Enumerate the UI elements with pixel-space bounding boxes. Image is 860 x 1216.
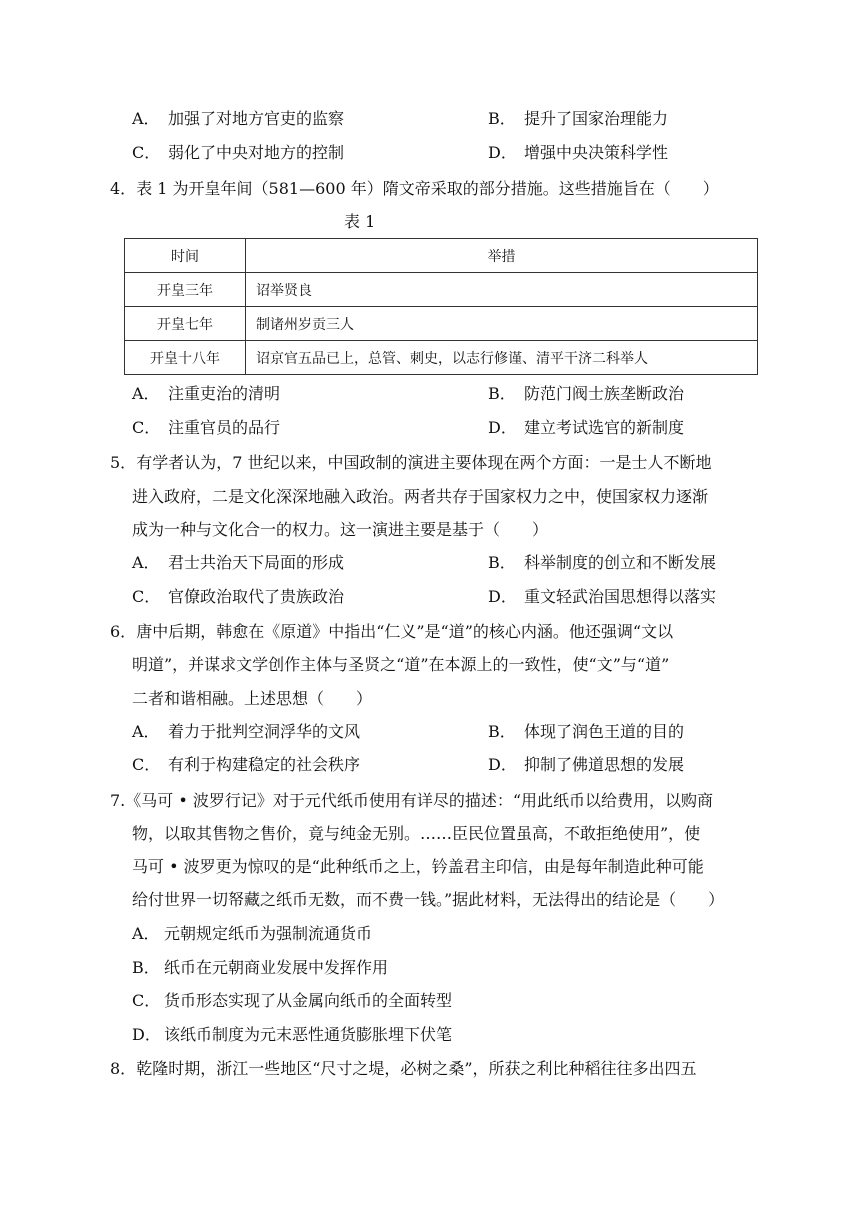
q5-option-c[interactable]: C． 官僚政治取代了贵族政治 (132, 587, 345, 606)
q7-stem-line-4: 给付世界一切帑藏之纸币无数，而不费一钱。”据此材料，无法得出的结论是（ ） (132, 890, 725, 909)
q5-option-d[interactable]: D． 重文轻武治国思想得以落实 (488, 587, 717, 606)
q7-option-c[interactable]: C． 货币形态实现了从金属向纸币的全面转型 (132, 991, 453, 1010)
q4-options-row-1 (132, 382, 772, 406)
q5-number: 5． (110, 453, 137, 472)
q5-options-row-2 (132, 585, 772, 609)
q3-option-a[interactable]: A． 加强了对地方官吏的监察 (132, 109, 345, 128)
q8-stem-line-1: 8．乾隆时期，浙江一些地区“尺寸之堤，必树之桑”，所获之利比种稻往往多出四五 (110, 1059, 697, 1078)
q4-option-a[interactable]: A． 注重吏治的清明 (132, 384, 281, 403)
q5-options-row-1 (132, 551, 772, 575)
q7-option-row-a (132, 922, 772, 946)
table-header-measure: 举措 (246, 239, 758, 273)
table-row (125, 307, 758, 341)
q8-number: 8． (110, 1059, 137, 1078)
q6-option-b[interactable]: B． 体现了润色王道的目的 (488, 722, 685, 741)
q4-option-d[interactable]: D． 建立考试选官的新制度 (488, 418, 685, 437)
q3-option-c[interactable]: C． 弱化了中央对地方的控制 (132, 143, 345, 162)
q3-option-b[interactable]: B． 提升了国家治理能力 (488, 109, 669, 128)
q6-options-row-1 (132, 720, 772, 744)
q6-options-row-2 (132, 753, 772, 777)
q5-stem-line-3: 成为一种与文化合一的权力。这一演进主要是基于（ ） (132, 520, 549, 539)
measures-table (124, 238, 758, 375)
q4-options-row-2 (132, 416, 772, 440)
q5-stem-line-1: 5．有学者认为，7 世纪以来，中国政制的演进主要体现在两个方面：一是士人不断地 (110, 453, 712, 472)
q3-options-row-1 (132, 107, 772, 131)
q7-option-row-c (132, 989, 772, 1013)
q3-options-row-2 (132, 141, 772, 165)
table-cell-time: 开皇十八年 (125, 341, 246, 375)
table-cell-measure: 诏京官五品已上，总管、刺史，以志行修谨、清平干济二科举人 (246, 341, 758, 375)
q7-option-d[interactable]: D． 该纸币制度为元末恶性通货膨胀埋下伏笔 (132, 1025, 453, 1044)
table-row (125, 273, 758, 307)
q7-stem-line-1: 7.《马可 • 波罗行记》对于元代纸币使用有详尽的描述：“用此纸币以给费用，以购商 (110, 791, 714, 810)
q7-option-row-d (132, 1023, 772, 1047)
q6-option-a[interactable]: A． 着力于批判空洞浮华的文风 (132, 722, 361, 741)
table-header-time: 时间 (125, 239, 246, 273)
q4-option-b[interactable]: B． 防范门阀士族垄断政治 (488, 384, 685, 403)
q4-stem-text: 表 1 为开皇年间（581—600 年）隋文帝采取的部分措施。这些措施旨在（ ） (136, 179, 719, 198)
table-cell-time: 开皇七年 (125, 307, 246, 341)
q6-stem-line-1: 6．唐中后期，韩愈在《原道》中指出“仁义”是“道”的核心内涵。他还强调“文以 (110, 622, 674, 641)
q5-option-a[interactable]: A． 君士共治天下局面的形成 (132, 553, 345, 572)
q6-stem-line-2: 明道”，并谋求文学创作主体与圣贤之“道”在本源上的一致性，使“文”与“道” (132, 655, 670, 674)
q7-stem-line-2: 物，以取其售物之售价，竟与纯金无别。……臣民位置虽高，不敢拒绝使用”，使 (132, 824, 701, 843)
q6-option-c[interactable]: C． 有利于构建稳定的社会秩序 (132, 755, 361, 774)
q4-option-c[interactable]: C． 注重官员的品行 (132, 418, 281, 437)
q7-option-row-b (132, 956, 772, 980)
table-cell-measure: 制诸州岁贡三人 (246, 307, 758, 341)
q5-stem-line-2: 进入政府，二是文化深深地融入政治。两者共存于国家权力之中，使国家权力逐渐 (132, 487, 709, 506)
q6-stem-line-3: 二者和谐相融。上述思想（ ） (132, 689, 373, 708)
q5-option-b[interactable]: B． 科举制度的创立和不断发展 (488, 553, 717, 572)
q4-number: 4． (110, 179, 137, 198)
q7-option-b[interactable]: B． 纸币在元朝商业发展中发挥作用 (132, 958, 389, 977)
q7-number: 7. (110, 791, 126, 810)
q3-option-d[interactable]: D． 增强中央决策科学性 (488, 143, 669, 162)
table-row (125, 341, 758, 375)
q6-number: 6． (110, 622, 137, 641)
q6-option-d[interactable]: D． 抑制了佛道思想的发展 (488, 755, 685, 774)
q7-option-a[interactable]: A． 元朝规定纸币为强制流通货币 (132, 924, 373, 943)
table-cell-time: 开皇三年 (125, 273, 246, 307)
table-caption: 表 1 (344, 212, 376, 231)
q7-stem-line-3: 马可 • 波罗更为惊叹的是“此种纸币之上，钤盖君主印信，由是每年制造此种可能 (132, 857, 704, 876)
table-header-row (125, 239, 758, 273)
q4-stem (110, 177, 719, 201)
table-cell-measure: 诏举贤良 (246, 273, 758, 307)
